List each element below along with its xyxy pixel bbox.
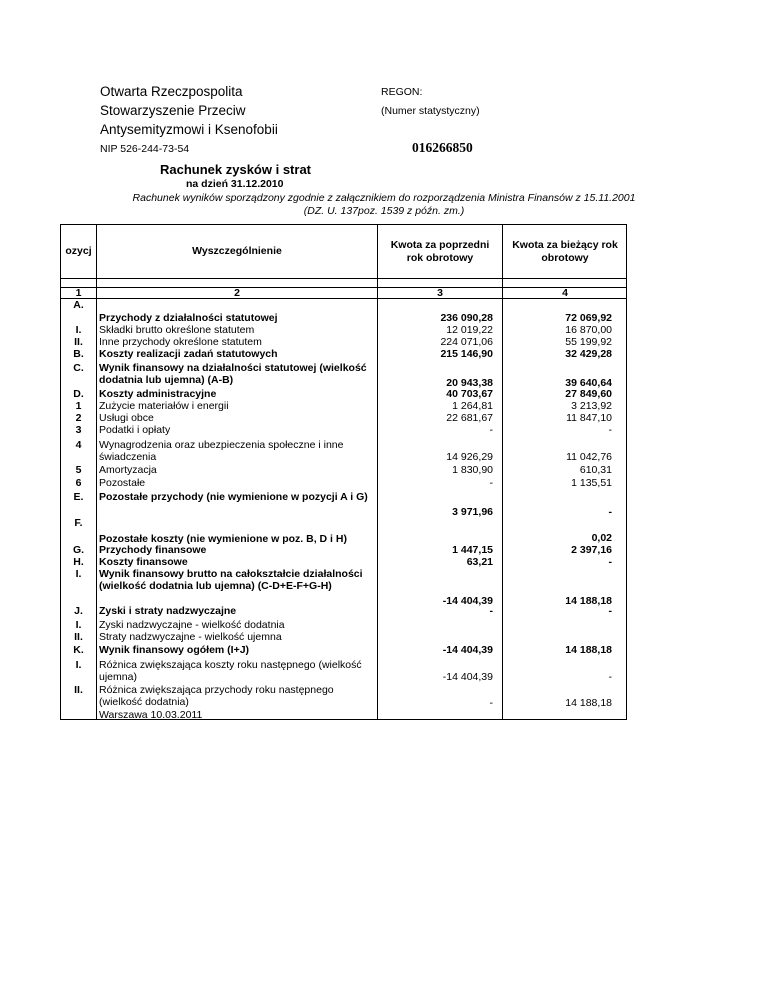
column-header-description: Wyszczególnienie [192,245,282,257]
row-value-current: 72 069,92 [565,312,612,324]
org-name-line3: Antysemityzmowi i Ksenofobii [100,122,278,137]
row-value-previous: 224 071,06 [440,336,493,348]
row-label: Składki brutto określone statutem [99,324,255,336]
report-legal-note-1: Rachunek wyników sporządzony zgodnie z załącznikiem do rozporządzenia Ministra Finansów z 15.11.2001 [132,192,636,204]
row-position: C. [73,362,84,374]
row-label: Zyski nadzwyczajne - wielkość dodatnia [99,619,285,631]
place-and-date: Warszawa 10.03.2011 [99,709,203,721]
row-value-previous: - [489,477,493,489]
row-value-previous: -14 404,39 [442,595,493,607]
row-value-previous: - [489,697,493,709]
row-value-current: 16 870,00 [565,324,612,336]
row-value-current: 2 397,16 [571,544,612,556]
row-label: Usługi obce [99,412,154,424]
row-value-previous: 215 146,90 [440,348,493,360]
row-value-previous: 236 090,28 [440,312,493,324]
row-position: A. [73,299,84,311]
row-label: Różnica zwiększająca koszty roku następnego (wielkość ujemna) [99,659,362,683]
row-value-current: - [608,424,612,436]
row-value-current: 32 429,28 [565,348,612,360]
row-value-current: - [608,605,612,617]
row-label: Pozostałe [99,477,146,489]
row-value-current: 0,02 [591,532,612,544]
row-value-previous: -14 404,39 [442,671,493,683]
row-value-previous: 3 971,96 [452,506,493,518]
row-position: II. [74,336,83,348]
row-value-current: 1 135,51 [571,477,612,489]
row-position: 2 [75,412,82,424]
row-position: H. [73,556,84,568]
row-value-current: 14 188,18 [565,644,612,656]
row-value-previous: 14 926,29 [446,451,493,463]
row-value-previous: 12 019,22 [446,324,493,336]
row-position: I. [75,659,82,671]
row-label: Koszty finansowe [99,556,188,568]
regon-label: REGON: [381,86,423,98]
row-label: Inne przychody określone statutem [99,336,262,348]
row-position: K. [73,644,84,656]
row-position: B. [73,348,84,360]
row-label: Wynagrodzenia oraz ubezpieczenia społeczne i inne świadczenia [99,439,344,463]
regon-value: 016266850 [412,140,473,155]
row-value-current: 14 188,18 [565,697,612,709]
row-value-previous: 1 447,15 [452,544,493,556]
column-number-2: 2 [234,287,240,299]
row-value-current: - [608,506,612,518]
row-label: Pozostałe koszty (nie wymienione w poz. B, D i H) [99,533,347,545]
row-value-previous: 63,21 [466,556,493,568]
row-label: Koszty realizacji zadań statutowych [99,348,278,360]
row-value-previous: 20 943,38 [446,377,493,389]
org-name-line2: Stowarzyszenie Przeciw [100,103,246,118]
row-value-previous: 1 264,81 [452,400,493,412]
row-label: Podatki i opłaty [99,424,171,436]
row-value-current: 3 213,92 [571,400,612,412]
row-value-current: 39 640,64 [565,377,612,389]
row-label: Pozostałe przychody (nie wymienione w pozycji A i G) [99,491,368,503]
row-value-current: 11 847,10 [566,412,612,424]
row-label: Amortyzacja [99,464,157,476]
row-value-current: 27 849,60 [565,388,612,400]
row-value-current: - [608,671,612,683]
row-label: Przychody z działalności statutowej [99,312,278,324]
row-position: II. [74,631,83,643]
column-number-1: 1 [75,287,82,299]
row-value-current: - [608,556,612,568]
nip-number: NIP 526-244-73-54 [100,143,190,155]
row-position: F. [74,517,83,529]
row-label: Zyski i straty nadzwyczajne [99,605,237,617]
row-position: I. [75,568,82,580]
row-position: 3 [75,424,82,436]
row-label: Wynik finansowy na działalności statutowej (wielkość dodatnia lub ujemna) (A-B) [99,362,367,386]
row-position: II. [74,684,83,696]
row-position: J. [74,605,83,617]
column-header-position: ozycj [65,245,92,257]
row-position: I. [75,324,82,336]
row-value-previous: 22 681,67 [446,412,493,424]
row-value-current: 55 199,92 [565,336,612,348]
column-header-current-year: Kwota za bieżący rok obrotowy [512,239,618,264]
row-label: Zużycie materiałów i energii [99,400,229,412]
row-value-previous: - [489,424,493,436]
row-value-current: 11 042,76 [566,451,612,463]
row-position: D. [73,388,84,400]
report-date: na dzień 31.12.2010 [186,178,284,190]
org-name-line1: Otwarta Rzeczpospolita [100,84,243,99]
row-position: 6 [75,477,82,489]
row-label: Przychody finansowe [99,544,207,556]
row-position: 4 [75,439,82,451]
row-value-current: 14 188,18 [565,595,612,607]
row-label: Koszty administracyjne [99,388,217,400]
row-value-current: 610,31 [579,464,612,476]
row-value-previous: - [489,605,493,617]
report-title: Rachunek zysków i strat [160,162,311,177]
row-position: E. [73,491,84,503]
row-position: G. [72,544,85,556]
row-value-previous: -14 404,39 [442,644,493,656]
row-position: I. [75,619,82,631]
report-legal-note-2: (DZ. U. 137poz. 1539 z późn. zm.) [303,205,465,217]
row-label: Wynik finansowy ogółem (I+J) [99,644,250,656]
row-position: 5 [75,464,82,476]
row-position: 1 [75,400,82,412]
row-label: Wynik finansowy brutto na całokształcie działalności (wielkość dodatnia lub ujemna) (C-D+E-F+G-H) [99,568,363,592]
column-number-3: 3 [437,287,443,299]
row-label: Różnica zwiększająca przychody roku następnego (wielkość dodatnia) [99,684,334,708]
row-value-previous: 40 703,67 [446,388,493,400]
row-label: Straty nadzwyczajne - wielkość ujemna [99,631,282,643]
column-header-previous-year: Kwota za poprzedni rok obrotowy [390,239,490,264]
row-value-previous: 1 830,90 [452,464,493,476]
column-number-4: 4 [562,287,568,299]
regon-subtitle: (Numer statystyczny) [381,105,480,117]
